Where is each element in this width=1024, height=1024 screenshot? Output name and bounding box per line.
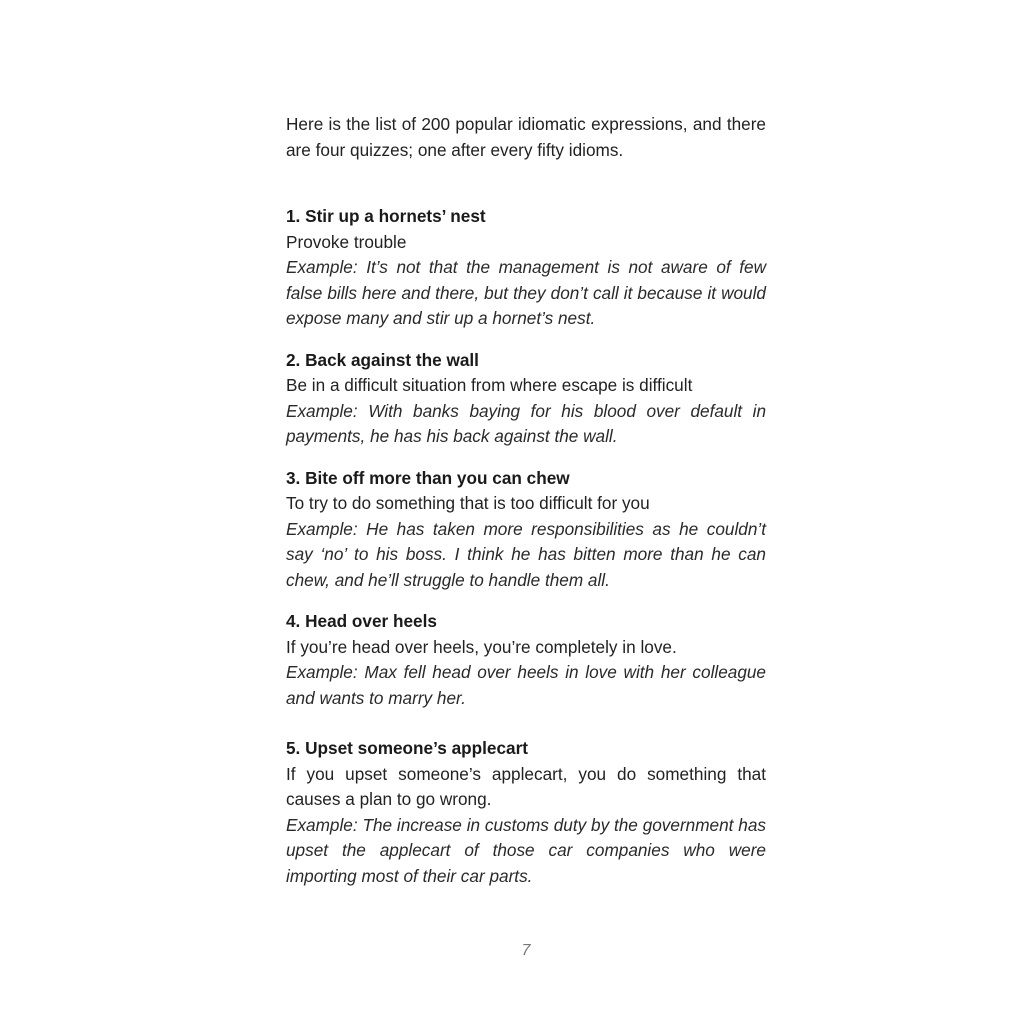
page-number: 7 xyxy=(521,942,531,959)
idiom-entry xyxy=(286,466,766,594)
idiom-example: Example: It’s not that the management is not aware of few false bills here and there, but they don’t call it because it would expose many and stir up a hornet’s nest. xyxy=(286,257,766,328)
idiom-entry xyxy=(286,204,766,332)
idiom-example: Example: Max fell head over heels in love with her colleague and wants to marry her. xyxy=(286,662,766,708)
intro-paragraph: Here is the list of 200 popular idiomatic expressions, and there are four quizzes; one after every fifty idioms. xyxy=(286,114,766,160)
idiom-meaning: To try to do something that is too difficult for you xyxy=(286,493,650,513)
idiom-title: 1. Stir up a hornets’ nest xyxy=(286,206,486,226)
idiom-example: Example: With banks baying for his blood over default in payments, he has his back against the wall. xyxy=(286,400,766,446)
idiom-entry xyxy=(286,609,766,711)
idiom-title: 3. Bite off more than you can chew xyxy=(286,467,570,488)
idiom-entry xyxy=(286,736,766,889)
idiom-title: 5. Upset someone’s applecart xyxy=(286,738,528,758)
idiom-meaning: If you’re head over heels, you’re completely in love. xyxy=(286,636,677,657)
idiom-meaning: If you upset someone’s applecart, you do something that causes a plan to go wrong. xyxy=(286,763,766,809)
idiom-title: 2. Back against the wall xyxy=(286,349,479,370)
text-column xyxy=(286,112,766,889)
idiom-example: Example: He has taken more responsibilities as he couldn’t say ‘no’ to his boss. I think he has bitten more than he can chew, and he’ll struggle to handle them all. xyxy=(286,518,766,590)
idiom-example: Example: The increase in customs duty by the government has upset the applecart of those car companies who were importing most of their car parts. xyxy=(286,814,766,886)
idiom-meaning: Be in a difficult situation from where escape is difficult xyxy=(286,375,693,395)
idiom-entry xyxy=(286,348,766,450)
idiom-meaning: Provoke trouble xyxy=(286,231,407,252)
idiom-title: 4. Head over heels xyxy=(286,611,437,631)
